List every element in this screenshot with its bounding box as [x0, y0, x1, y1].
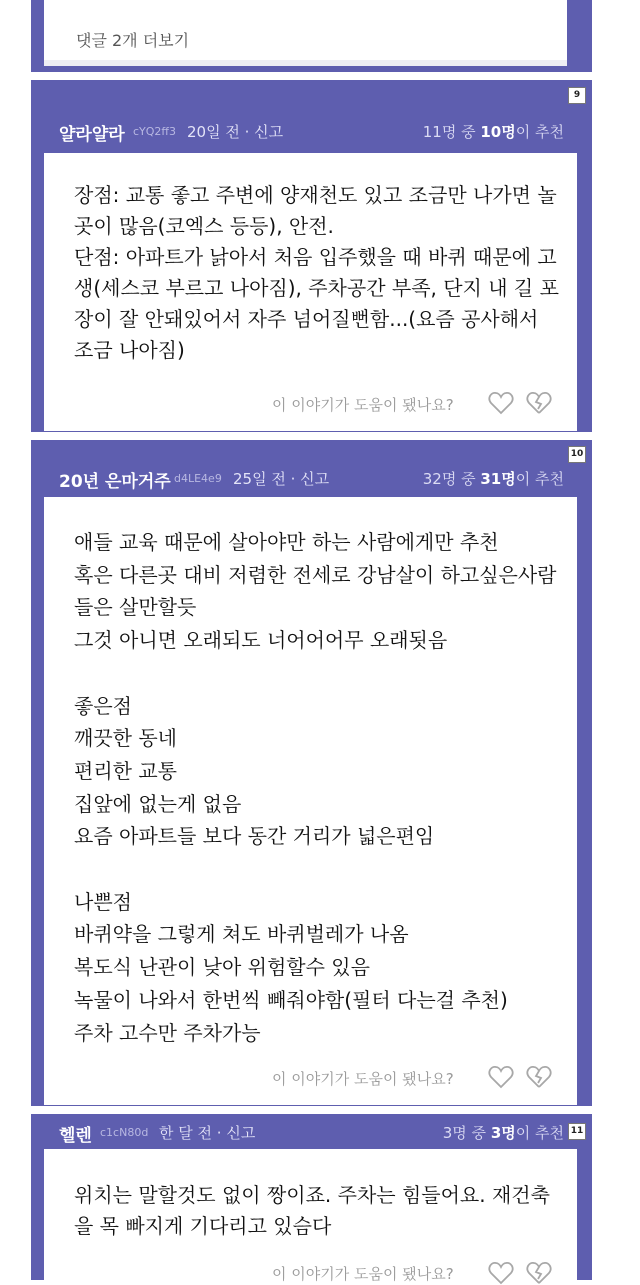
- comment-body: 위치는 말할것도 없이 짱이죠. 주차는 힘들어요. 재건축 을 목 빠지게 기다리고 있슴다: [74, 1183, 550, 1238]
- report-link[interactable]: 신고: [254, 123, 284, 141]
- comment-user-id: cYQ2ff3: [133, 125, 177, 138]
- comment-body: 장점: 교통 좋고 주변에 양재천도 있고 조금만 나가면 놀 곳이 많음(코엑스 등등), 안전. 단점: 아파트가 낡아서 처음 입주했을 때 바퀴 때문에 고 생(세스코 부르고 나아짐), 주차공간 부족, 단지 내 길 포 장이 잘 안돼있어서 자주 넘어질뻔함...(요즘 공사해서 조금 나아짐): [74, 183, 559, 362]
- comment-body: 애들 교육 때문에 살아야만 하는 사람에게만 추천 혹은 다른곳 대비 저렴한 전세로 강남살이 하고싶은사람 들은 살만할듯 그것 아니면 오래되도 너어어어무 오래됫음 좋은점 깨끗한 동네 편리한 교통 집앞에 없는게 없음 요즘 아파트들 보다 동간 거리가 넓은편임 나쁜점 바퀴약을 그렇게 쳐도 바퀴벌레가 나옴 복도식 난관이 낮아 위험할수 있음 녹물이 나와서 한번씩 빼줘야함(필터 다는걸 추천) 주차 고수만 주차가능: [74, 530, 557, 1045]
- comment-meta: 한 달 전 · 신고: [159, 1124, 256, 1142]
- recommend-count: 3명 중 3명이 추천: [442, 1124, 564, 1142]
- report-link[interactable]: 신고: [300, 470, 330, 488]
- heart-icon[interactable]: [488, 1065, 514, 1089]
- broken-heart-icon[interactable]: [526, 1065, 552, 1089]
- more-replies-button[interactable]: [44, 0, 567, 66]
- comment-nickname[interactable]: 20년 은마거주: [59, 472, 171, 492]
- broken-heart-icon[interactable]: [526, 1261, 552, 1285]
- comment-meta: 25일 전 · 신고: [233, 470, 330, 488]
- comment-time: 20일 전: [187, 123, 240, 141]
- helpful-question: 이 이야기가 도움이 됐나요?: [272, 1265, 454, 1283]
- rank-badge-11: 11: [568, 1123, 586, 1140]
- heart-icon[interactable]: [488, 1261, 514, 1285]
- rank-badge-9: 9: [568, 87, 586, 104]
- helpful-question: 이 이야기가 도움이 됐나요?: [272, 396, 454, 414]
- more-replies-label: 댓글 2개 더보기: [76, 31, 190, 50]
- helpful-question: 이 이야기가 도움이 됐나요?: [272, 1070, 454, 1088]
- comment-time: 25일 전: [233, 470, 286, 488]
- comment-user-id: c1cN80d: [100, 1126, 149, 1139]
- comment-time: 한 달 전: [159, 1124, 213, 1142]
- recommend-count: 11명 중 10명이 추천: [422, 123, 564, 141]
- comment-meta: 20일 전 · 신고: [187, 123, 284, 141]
- rank-badge-10: 10: [568, 446, 586, 463]
- comment-nickname[interactable]: 얄라얄라: [59, 125, 125, 145]
- comment-user-id: d4LE4e9: [174, 472, 222, 485]
- broken-heart-icon[interactable]: [526, 391, 552, 415]
- comment-nickname[interactable]: 헬렌: [59, 1126, 92, 1146]
- heart-icon[interactable]: [488, 391, 514, 415]
- report-link[interactable]: 신고: [226, 1124, 256, 1142]
- recommend-count: 32명 중 31명이 추천: [422, 470, 564, 488]
